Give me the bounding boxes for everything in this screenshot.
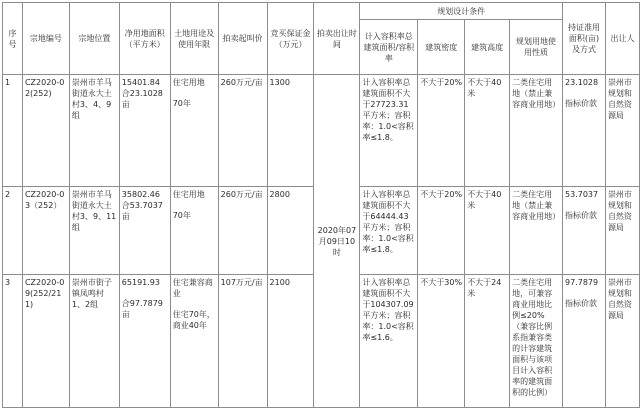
cell-area [119, 275, 170, 408]
header-density: 建筑密度 [418, 20, 465, 75]
cell-parcel-no: CZ2020-03（252） [22, 187, 69, 275]
cell-land-nature: 二类住宅用地（禁止兼容商业用地） [510, 75, 563, 187]
land-use: 住宅用地 [172, 78, 205, 87]
cell-density: 不大于20% [418, 187, 465, 275]
cell-deposit: 2800 [267, 187, 314, 275]
holding-area: 97.7879 [565, 278, 599, 287]
cell-height: 不大于24米 [465, 275, 510, 408]
header-height: 建筑高度 [465, 20, 510, 75]
area-sqm: 15401.84 [121, 78, 160, 87]
cell-use-term [170, 75, 218, 187]
header-auction-time: 拍卖出让时间 [314, 3, 360, 75]
cell-no: 1 [3, 75, 23, 187]
header-seller: 出让人 [605, 3, 639, 75]
cell-area [119, 75, 170, 187]
land-use: 住宅用地 [172, 190, 205, 199]
cell-holding [563, 75, 606, 187]
cell-density: 不大于20% [418, 75, 465, 187]
cell-start-price: 260万元/亩 [218, 187, 267, 275]
cell-auction-time: 2020年07月09日10时 [314, 75, 360, 408]
cell-location: 崇州市羊马街道永大土村3、4、9组 [69, 75, 119, 187]
holding-area: 53.7037 [565, 190, 599, 199]
cell-deposit: 2100 [267, 275, 314, 408]
cell-use-term [170, 275, 218, 408]
cell-no: 2 [3, 187, 23, 275]
use-term: 住宅70年，商业40年 [172, 310, 215, 330]
area-mu: 合53.7037亩 [121, 201, 163, 221]
cell-seller: 崇州市规划和自然资源局 [605, 275, 639, 408]
cell-start-price: 260万元/亩 [218, 75, 267, 187]
header-location: 宗地位置 [69, 3, 119, 75]
header-land-nature: 规划用地使用性质 [510, 20, 563, 75]
cell-far: 计入容积率总建筑面积不大于104307.09平方米；容积率：1.0<容积率≤1.6。 [360, 275, 418, 408]
cell-land-nature: 二类住宅用地，可兼容商业用地比例≤20%（兼容比例系指兼容类的计容建筑面积与该项目计入容积率的建筑面积的比例） [510, 275, 563, 408]
cell-density: 不大于30% [418, 275, 465, 408]
header-parcel-no: 宗地编号 [22, 3, 69, 75]
table-row [3, 75, 640, 187]
use-term: 70年 [172, 211, 191, 220]
header-holding: 持证准用面积(亩)及方式 [563, 3, 606, 75]
cell-seller: 崇州市规划和自然资源局 [605, 187, 639, 275]
cell-parcel-no: CZ2020-09(252/211) [22, 275, 69, 408]
header-planning-conditions: 规划设计条件 [360, 3, 563, 20]
area-mu: 合23.1028亩 [121, 89, 163, 109]
header-area: 净用地面积（平方米） [119, 3, 170, 75]
holding-mode: 指标价款 [565, 299, 597, 308]
cell-parcel-no: CZ2020-02(252) [22, 75, 69, 187]
cell-seller: 崇州市规划和自然资源局 [605, 75, 639, 187]
cell-holding [563, 275, 606, 408]
cell-use-term [170, 187, 218, 275]
area-sqm: 35802.46 [121, 190, 160, 199]
land-auction-table [2, 2, 640, 408]
header-far: 计入容积率总建筑面积/容积率 [360, 20, 418, 75]
land-use: 住宅兼容商业 [172, 278, 213, 298]
area-sqm: 65191.93 [121, 278, 160, 287]
cell-height: 不大于40米 [465, 187, 510, 275]
header-use-term: 土地用途及使用年限 [170, 3, 218, 75]
holding-area: 23.1028 [565, 78, 599, 87]
cell-location: 崇州市羊马街道永大土村3、9、11组 [69, 187, 119, 275]
header-row-top [3, 3, 640, 20]
header-deposit: 竞买保证金（万元） [267, 3, 314, 75]
cell-land-nature: 二类住宅用地（禁止兼容商业用地） [510, 187, 563, 275]
cell-deposit: 1300 [267, 75, 314, 187]
cell-start-price: 107万元/亩 [218, 275, 267, 408]
cell-holding [563, 187, 606, 275]
holding-mode: 指标价款 [565, 211, 597, 220]
cell-no: 3 [3, 275, 23, 408]
cell-area [119, 187, 170, 275]
header-start-price: 拍卖起叫价 [218, 3, 267, 75]
holding-mode: 指标价款 [565, 99, 597, 108]
use-term: 70年 [172, 99, 191, 108]
cell-height: 不大于40米 [465, 75, 510, 187]
cell-far: 计入容积率总建筑面积不大于27723.31平方米；容积率：1.0<容积率≤1.8。 [360, 75, 418, 187]
area-mu: 合97.7879亩 [121, 299, 163, 319]
cell-location: 崇州市街子镇凤鸣村1、2组 [69, 275, 119, 408]
header-no: 序号 [3, 3, 23, 75]
cell-far: 计入容积率总建筑面积不大于64444.43平方米；容积率：1.0<容积率≤1.8。 [360, 187, 418, 275]
